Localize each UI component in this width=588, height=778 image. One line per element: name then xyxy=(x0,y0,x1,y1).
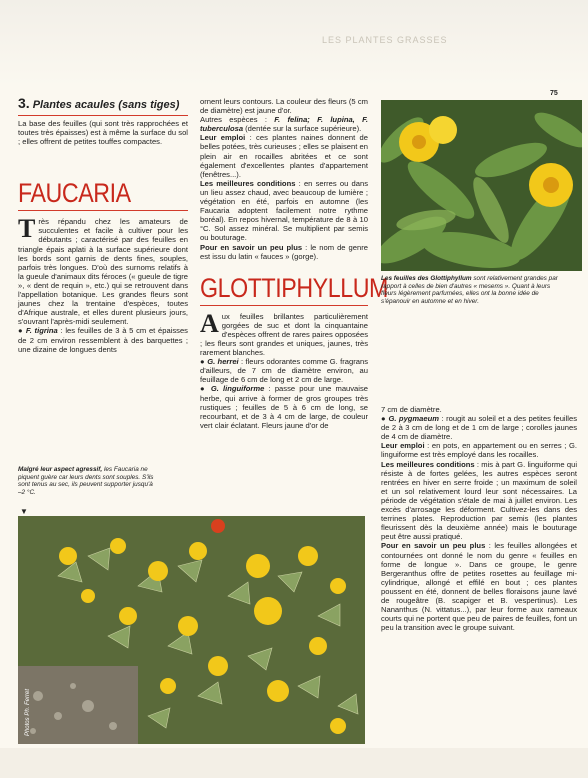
faucaria-photo xyxy=(18,516,365,744)
linguiforme-label: G. linguiforme xyxy=(210,384,265,394)
faucaria-emploi-text: : ces plantes naines donnent de belles potées, très curieuses ; elles se plaisent en plein air en rocailles abritées et ce sont également d'excellentes plantes d'appartement (fenêtres...). xyxy=(200,133,368,179)
glottiphyllum-dropcap: A xyxy=(200,308,219,338)
faucaria-conditions-text: : en serres ou dans un lieu assez chaud, avec beaucoup de lumière ; végétation en été, parfois en automne (les Faucaria adoptent facilement notre rythme boréal). En repos hivernal, température de 8 à 10 °C. Sol assez minéral. Se multiplient par semis ou bouturage. xyxy=(200,178,368,243)
pygmaeum-label: G. pygmaeum xyxy=(388,414,440,424)
glottiphyllum-conditions xyxy=(381,460,577,542)
glottiphyllum-emploi-text: : en pots, en appartement ou en serres ; G. linguiforme est très employé dans les rocailles. xyxy=(381,441,577,460)
caption-faucaria xyxy=(18,466,158,496)
caption-faucaria-text: les Faucaria ne piquent guère car leurs dents sont souples. S'ils sont tenus au sec, ils peuvent supporter jusqu'à –2 °C. xyxy=(18,466,154,496)
faucaria-continued: ornent leurs contours. La couleur des fleurs (5 cm de diamètre) est jaune d'or. xyxy=(200,97,368,116)
section-rule xyxy=(18,115,188,116)
tigrina-text: : les feuilles de 3 à 5 cm et épaisses de 2 cm environ ressemblent à des barquettes ; une dizaine de longues dents xyxy=(18,326,188,354)
glottiphyllum-photo xyxy=(381,100,582,271)
tigrina-label: F. tigrina xyxy=(25,326,58,336)
glottiphyllum-conditions-text: : mis à part G. linguiforme qui résiste à de fortes gelées, les autres espèces seront rentrées en hiver en serre froide ; un maximum de soleil et un sol relativement lourd leur sont nécessaires. La période de végétation s'étale de mai à juillet environ. Les excès d'arrosage les déforment. Cultivez-les dans des terrines plates. Reproduction par semis (les plantes fleurissent dès la deuxième année) mais le bouturage peut être aussi pratiqué. xyxy=(381,459,578,542)
faucaria-autres xyxy=(200,115,368,133)
faucaria-illustration xyxy=(18,516,365,744)
section-number: 3. xyxy=(18,95,30,111)
column-1 xyxy=(18,97,188,354)
faucaria-body xyxy=(18,214,188,327)
glottiphyllum-title: GLOTTIPHYLLUM xyxy=(200,272,388,303)
glottiphyllum-illustration xyxy=(381,100,582,271)
faucaria-savoir-text: : le nom de genre est issu du latin « fauces » (gorge). xyxy=(200,242,368,261)
section-title: Plantes acaules (sans tiges) xyxy=(32,99,180,111)
glottiphyllum-savoir-text: : les feuilles allongées et contournées ont donné le nom du genre « feuilles en forme de longue ». Dans ce groupe, le genre Bergeranthus offre de petites rosettes au feuillage mi-cylindrique, allongé et effilé en bout ; ces plantes poussent en été, donnent de belles floraisons jaune lavé de rougeâtre (B. scapiger et B. vespertinus). Les Nananthus (N. vittatus...), par leur forme aux rameaux courts qui ne portent que peu de paires de feuilles, font un peu la transition avec le groupe suivant. xyxy=(381,541,577,633)
glottiphyllum-linguiforme: ● G. linguiforme : passe pour une mauvaise herbe, qui arrive à former de gros groupes très rustiques ; feuilles de 5 à 6 cm de long, se recourbant, et de 3 à 4 cm de large, de couleur vert clair éclatant. Fleurs jaune d'or de xyxy=(200,384,368,430)
column-2 xyxy=(200,97,388,430)
faucaria-title: FAUCARIA xyxy=(18,178,131,209)
autres-species: F. felina; F. lupina, F. tuberculosa xyxy=(200,115,368,134)
header-ghost-text: LES PLANTES GRASSES xyxy=(322,35,448,45)
caption-glottiphyllum-lead: Les feuilles des Glottiphyllum xyxy=(381,275,472,282)
glottiphyllum-body xyxy=(200,308,368,358)
glottiphyllum-savoir xyxy=(381,541,577,632)
caption-faucaria-lead: Malgré leur aspect agressif, xyxy=(18,466,103,473)
caption-glottiphyllum-text: sont relativement grandes par rapport à celles de bien d'autres « mesems ». Quant à leurs fleurs légèrement parfumées, elles ont la bonne idée de s'épanouir en automne et en hiver. xyxy=(381,275,558,305)
column-3 xyxy=(381,405,577,632)
glottiphyllum-body-text: ux feuilles brillantes particulièrement gorgées de suc et dont la cinquantaine d'espèces offrent de rares paires opposées ; les fleurs sont grandes et uniques, jaunes, très rarement blanches. xyxy=(200,311,368,358)
herrei-text: : fleurs odorantes comme G. fragrans d'ailleurs, de 7 cm de diamètre environ, au feuillage de 6 cm de long et 2 cm de large. xyxy=(200,357,369,385)
faucaria-tigrina: ● F. tigrina : les feuilles de 3 à 5 cm et épaisses de 2 cm environ ressemblent à des barquettes ; une dizaine de longues dents xyxy=(18,326,188,354)
photo-credit: Photos Ph. Ferret xyxy=(25,688,31,736)
glottiphyllum-herrei: ● G. herrei : fleurs odorantes comme G. fragrans d'ailleurs, de 7 cm de diamètre environ, au feuillage de 6 cm de long et 2 cm de large. xyxy=(200,357,369,385)
faucaria-emploi xyxy=(200,133,368,178)
section-intro: La base des feuilles (qui sont très rapprochées et toutes très épaisses) est à même la surface du sol ; elles offrent de petites touffes compactes. xyxy=(18,119,188,147)
glottiphyllum-emploi xyxy=(381,441,577,459)
glottiphyllum-cont: 7 cm de diamètre. xyxy=(381,405,442,414)
faucaria-conditions xyxy=(200,179,368,243)
top-band xyxy=(0,0,588,86)
faucaria-dropcap: T xyxy=(18,214,36,244)
caption-glottiphyllum xyxy=(381,275,567,305)
autres-prefix: Autres espèces : xyxy=(200,115,275,125)
faucaria-rule xyxy=(18,210,188,211)
autres-suffix: (dentée sur la surface supérieure). xyxy=(243,124,362,134)
faucaria-body-text: rès répandu chez les amateurs de succulentes et facile à cultiver pour les débutants ; caractérisé par des feuilles en triangle épais aplati à la surface supérieure dont les bords sont garnis de dents fines, souples, parfois très longues. D'où des surnoms relatifs à la gueule d'animaux dits féroces (« gueule de tigre », « dent de requin », etc.) qui se retrouvent dans l'appellation botanique. Les grandes fleurs sont jaunes chez la trentaine d'espèces, toutes d'Afrique australe, et elles durent plusieurs jours, s'ouvrant l'après-midi seulement. xyxy=(18,217,188,327)
faucaria-conditions-label: Les meilleures conditions xyxy=(200,178,296,188)
page-number: 75 xyxy=(550,90,558,97)
glottiphyllum-rule xyxy=(200,305,368,306)
caption-arrow-down-icon: ▼ xyxy=(20,507,28,516)
glottiphyllum-pygmaeum: ● G. pygmaeum : rougit au soleil et a des petites feuilles de 2 à 3 cm de long et de 1 cm de large ; corolles jaunes de 4 cm de diamètre. xyxy=(381,414,578,442)
herrei-label: G. herrei xyxy=(207,357,239,367)
faucaria-savoir xyxy=(200,243,368,261)
glottiphyllum-savoir-label: Pour en savoir un peu plus xyxy=(381,541,486,551)
faucaria-savoir-label: Pour en savoir un peu plus xyxy=(200,242,303,252)
section-heading xyxy=(18,97,188,111)
glottiphyllum-conditions-label: Les meilleures conditions xyxy=(381,459,475,469)
pygmaeum-text: : rougit au soleil et a des petites feuilles de 2 à 3 cm de long et de 1 cm de large ; corolles jaunes de 4 cm de diamètre. xyxy=(381,414,578,442)
linguiforme-text: : passe pour une mauvaise herbe, qui arrive à former de gros groupes très rustiques ; feuilles de 5 à 6 cm de long, se recourbant, et de 3 à 4 cm de large, de couleur vert clair éclatant. Fleurs jaune d'or de xyxy=(200,384,368,430)
bottom-band xyxy=(0,748,588,778)
faucaria-emploi-label: Leur emploi xyxy=(200,133,246,143)
glottiphyllum-emploi-label: Leur emploi xyxy=(381,441,425,451)
